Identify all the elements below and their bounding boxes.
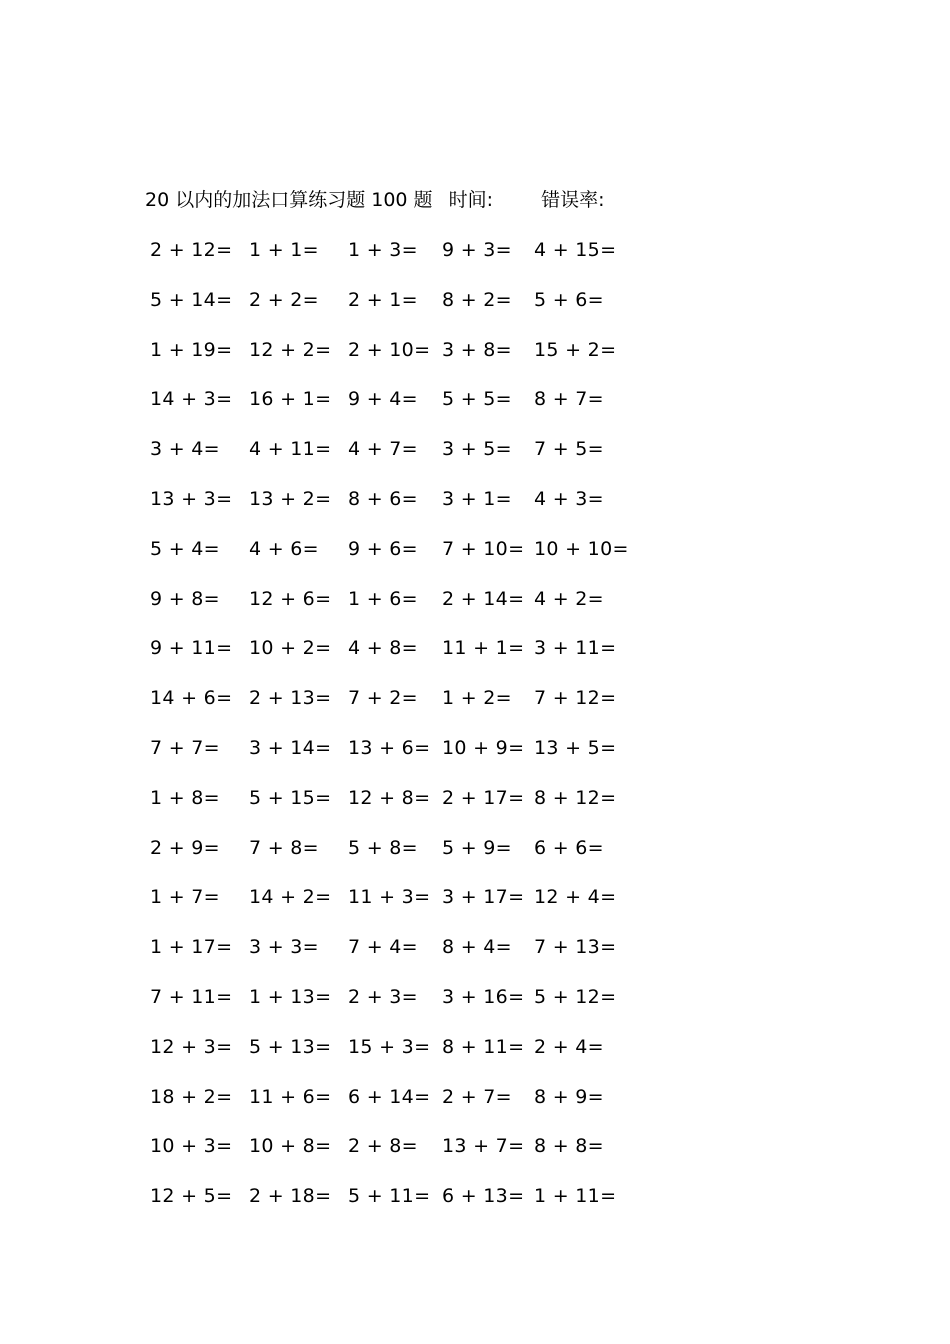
problem-item: 10 + 8= (249, 1135, 332, 1158)
problem-item: 8 + 2= (442, 288, 512, 311)
problem-item: 8 + 11= (442, 1035, 525, 1058)
problem-row (150, 535, 630, 585)
problem-item: 10 + 10= (534, 537, 629, 560)
problem-item: 5 + 14= (150, 288, 233, 311)
problem-item: 14 + 3= (150, 388, 233, 411)
problem-item: 6 + 14= (348, 1085, 431, 1108)
problem-item: 7 + 7= (150, 736, 220, 759)
problem-item: 3 + 4= (150, 438, 220, 461)
problem-item: 7 + 11= (150, 985, 233, 1008)
problem-item: 1 + 17= (150, 936, 233, 959)
problem-item: 1 + 11= (534, 1185, 617, 1208)
problem-row (150, 933, 630, 983)
problem-grid (150, 236, 630, 1232)
problem-item: 12 + 6= (249, 587, 332, 610)
problem-item: 2 + 1= (348, 288, 418, 311)
problem-row (150, 385, 630, 435)
problem-item: 8 + 7= (534, 388, 604, 411)
problem-item: 8 + 6= (348, 487, 418, 510)
problem-item: 4 + 6= (249, 537, 319, 560)
problem-item: 10 + 3= (150, 1135, 233, 1158)
problem-item: 6 + 6= (534, 836, 604, 859)
problem-item: 2 + 18= (249, 1185, 332, 1208)
problem-item: 8 + 9= (534, 1085, 604, 1108)
problem-item: 3 + 17= (442, 886, 525, 909)
problem-row (150, 236, 630, 286)
problem-item: 9 + 11= (150, 637, 233, 660)
problem-item: 18 + 2= (150, 1085, 233, 1108)
problem-item: 1 + 7= (150, 886, 220, 909)
problem-row (150, 1083, 630, 1133)
problem-item: 10 + 9= (442, 736, 525, 759)
problem-item: 1 + 8= (150, 786, 220, 809)
problem-item: 2 + 8= (348, 1135, 418, 1158)
problem-row (150, 834, 630, 884)
problem-item: 4 + 2= (534, 587, 604, 610)
problem-item: 4 + 3= (534, 487, 604, 510)
problem-item: 12 + 8= (348, 786, 431, 809)
problem-item: 9 + 4= (348, 388, 418, 411)
problem-row (150, 784, 630, 834)
problem-item: 8 + 8= (534, 1135, 604, 1158)
problem-row (150, 1132, 630, 1182)
problem-item: 12 + 3= (150, 1035, 233, 1058)
problem-item: 8 + 12= (534, 786, 617, 809)
problem-item: 4 + 7= (348, 438, 418, 461)
problem-item: 2 + 10= (348, 338, 431, 361)
problem-item: 3 + 11= (534, 637, 617, 660)
problem-item: 15 + 2= (534, 338, 617, 361)
problem-item: 2 + 12= (150, 239, 233, 261)
problem-item: 1 + 2= (442, 687, 512, 710)
problem-item: 8 + 4= (442, 936, 512, 959)
problem-item: 7 + 13= (534, 936, 617, 959)
problem-item: 12 + 2= (249, 338, 332, 361)
problem-item: 1 + 6= (348, 587, 418, 610)
problem-item: 3 + 5= (442, 438, 512, 461)
problem-item: 13 + 7= (442, 1135, 525, 1158)
problem-item: 5 + 9= (442, 836, 512, 859)
problem-item: 7 + 2= (348, 687, 418, 710)
error-rate-label: 错误率: (541, 189, 605, 211)
problem-item: 13 + 5= (534, 736, 617, 759)
problem-row (150, 1182, 630, 1232)
problem-item: 5 + 15= (249, 786, 332, 809)
problem-item: 7 + 12= (534, 687, 617, 710)
problem-row (150, 684, 630, 734)
problem-item: 5 + 11= (348, 1185, 431, 1208)
problem-item: 2 + 3= (348, 985, 418, 1008)
problem-row (150, 435, 630, 485)
problem-item: 2 + 17= (442, 786, 525, 809)
problem-item: 2 + 4= (534, 1035, 604, 1058)
problem-row (150, 883, 630, 933)
problem-item: 7 + 4= (348, 936, 418, 959)
problem-item: 1 + 3= (348, 239, 418, 261)
problem-row (150, 634, 630, 684)
problem-item: 13 + 6= (348, 736, 431, 759)
problem-item: 10 + 2= (249, 637, 332, 660)
problem-item: 5 + 12= (534, 985, 617, 1008)
problem-item: 4 + 8= (348, 637, 418, 660)
problem-item: 5 + 4= (150, 537, 220, 560)
worksheet-header (145, 186, 604, 214)
problem-item: 5 + 6= (534, 288, 604, 311)
problem-item: 3 + 1= (442, 487, 512, 510)
problem-item: 5 + 5= (442, 388, 512, 411)
problem-item: 16 + 1= (249, 388, 332, 411)
problem-row (150, 734, 630, 784)
problem-item: 12 + 5= (150, 1185, 233, 1208)
problem-item: 9 + 6= (348, 537, 418, 560)
problem-item: 15 + 3= (348, 1035, 431, 1058)
problem-row (150, 286, 630, 336)
problem-item: 6 + 13= (442, 1185, 525, 1208)
problem-item: 2 + 14= (442, 587, 525, 610)
worksheet-title: 20 以内的加法口算练习题 100 题 (145, 189, 433, 211)
problem-item: 2 + 9= (150, 836, 220, 859)
problem-item: 3 + 3= (249, 936, 319, 959)
problem-item: 4 + 15= (534, 239, 617, 261)
problem-item: 2 + 13= (249, 687, 332, 710)
problem-item: 3 + 8= (442, 338, 512, 361)
problem-item: 11 + 6= (249, 1085, 332, 1108)
problem-item: 1 + 1= (249, 239, 319, 261)
problem-item: 14 + 6= (150, 687, 233, 710)
problem-item: 2 + 7= (442, 1085, 512, 1108)
problem-item: 9 + 3= (442, 239, 512, 261)
problem-item: 11 + 1= (442, 637, 525, 660)
problem-item: 5 + 8= (348, 836, 418, 859)
problem-item: 11 + 3= (348, 886, 431, 909)
problem-item: 2 + 2= (249, 288, 319, 311)
problem-row (150, 585, 630, 635)
problem-item: 12 + 4= (534, 886, 617, 909)
problem-item: 3 + 16= (442, 985, 525, 1008)
problem-item: 14 + 2= (249, 886, 332, 909)
problem-item: 5 + 13= (249, 1035, 332, 1058)
problem-item: 4 + 11= (249, 438, 332, 461)
problem-item: 7 + 8= (249, 836, 319, 859)
problem-row (150, 983, 630, 1033)
problem-row (150, 336, 630, 386)
problem-item: 1 + 13= (249, 985, 332, 1008)
problem-item: 13 + 2= (249, 487, 332, 510)
time-label: 时间: (448, 189, 494, 211)
problem-row (150, 1033, 630, 1083)
problem-item: 3 + 14= (249, 736, 332, 759)
problem-item: 1 + 19= (150, 338, 233, 361)
problem-item: 13 + 3= (150, 487, 233, 510)
problem-item: 7 + 10= (442, 537, 525, 560)
problem-item: 7 + 5= (534, 438, 604, 461)
problem-item: 9 + 8= (150, 587, 220, 610)
problem-row (150, 485, 630, 535)
